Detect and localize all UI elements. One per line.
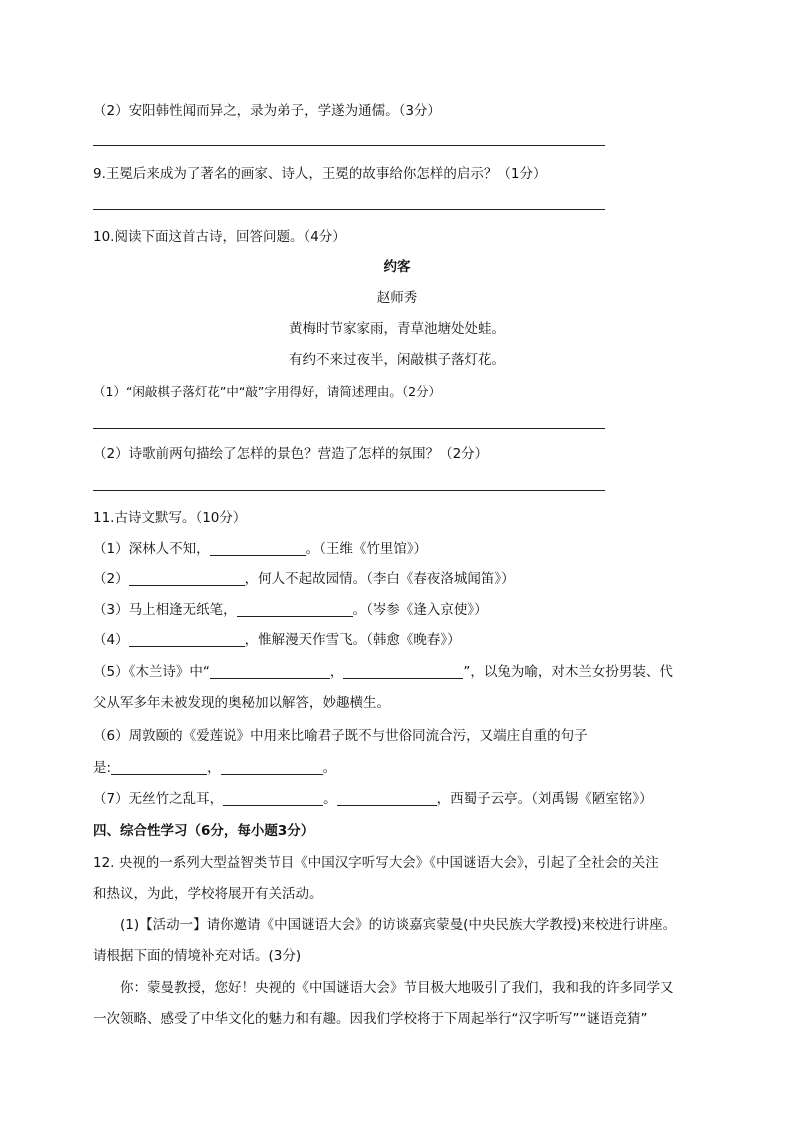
q11-5-suffix: ”，以兔为喻，对木兰女扮男装、代 [463,664,673,680]
q11-7-suffix: ，西蜀子云亭。（刘禹锡《陋室铭》） [436,791,653,807]
q11-6-comma: ， [207,760,221,776]
q11-7-mid: 。 [323,791,337,807]
q11-4-prefix: （4） [93,632,129,648]
fill-blank[interactable] [111,760,207,775]
q11-7-prefix: （7）无丝竹之乱耳， [93,791,224,807]
q11-2-prefix: （2） [93,571,129,587]
poem-line-1: 黄梅时节家家雨，青草池塘处处蛙。 [289,321,505,337]
q11-7-line [93,789,653,809]
fill-blank[interactable] [221,760,323,775]
fill-blank[interactable] [210,664,330,679]
q11-6-suffix: 。 [322,760,337,776]
fill-blank[interactable] [337,791,437,806]
fill-blank[interactable] [129,632,245,647]
q11-5-line-1 [93,662,673,682]
poem-author: 赵师秀 [376,290,418,306]
q11-5-comma: ， [329,664,344,680]
q12-1-line-2: 请根据下面的情境补充对话。(3分) [93,948,302,964]
q11-6-prefix: 是: [93,760,112,776]
answer-line[interactable] [93,209,605,210]
q12-line-1: 12. 央视的一系列大型益智类节目《中国汉字听写大会》《中国谜语大会》，引起了全社会的关注 [93,855,659,871]
q11-5-line-2: 父从军多年未被发现的奥秘加以解答，妙趣横生。 [93,695,390,711]
dialog-line-1: 你：蒙曼教授，您好！央视的《中国谜语大会》节目极大地吸引了我们，我和我的许多同学又 [120,980,674,996]
q11-2-line [93,569,515,589]
q10-2-text: （2）诗歌前两句描绘了怎样的景色？营造了怎样的氛围？（2分） [93,446,489,462]
dialog-line-2: 一次领略、感受了中华文化的魅力和有趣。因我们学校将于下周起举行“汉字听写”“谜语竞猜” [93,1011,648,1027]
answer-line[interactable] [93,490,605,491]
fill-blank[interactable] [237,602,353,617]
q12-line-2: 和热议，为此，学校将展开有关活动。 [93,886,323,902]
q9-text: 9.王冕后来成为了著名的画家、诗人，王冕的故事给你怎样的启示？（1分） [93,166,547,182]
q11-4-suffix: ，惟解漫天作雪飞。（韩愈《晚春》） [244,632,461,648]
q11-1-suffix: 。（王维《竹里馆》） [305,541,428,557]
fill-blank[interactable] [343,664,463,679]
q11-4-line [93,630,461,650]
answer-line[interactable] [93,145,605,146]
q11-2-suffix: ，何人不起故园情。（李白《春夜洛城闻笛》） [244,571,515,587]
q12-1-line-1: (1)【活动一】请你邀请《中国谜语大会》的访谈嘉宾蒙曼(中央民族大学教授)来校进行讲座。 [120,917,677,933]
q10-text: 10.阅读下面这首古诗，回答问题。（4分） [93,229,346,245]
q11-3-suffix: 。（岑参《逢入京使》） [352,602,488,618]
q11-1-line [93,539,427,559]
fill-blank[interactable] [129,571,245,586]
answer-line[interactable] [93,428,605,429]
q10-1-text: （1）“闲敲棋子落灯花”中“敲”字用得好，请简述理由。（2分） [93,384,442,399]
q11-3-prefix: （3）马上相逢无纸笔， [93,602,237,618]
q11-3-line [93,600,488,620]
fill-blank[interactable] [210,541,306,556]
fill-blank[interactable] [223,791,323,806]
q8-2-text: （2）安阳韩性闻而异之，录为弟子，学遂为通儒。（3分） [93,103,441,119]
section-heading: 四、综合性学习（6分，每小题3分） [93,823,315,839]
poem-title: 约客 [383,259,411,275]
q11-6-line-1: （6）周敦颐的《爱莲说》中用来比喻君子既不与世俗同流合污，又端庄自重的句子 [93,728,588,744]
q11-5-prefix: （5）《木兰诗》中“ [93,664,210,680]
q11-1-prefix: （1）深林人不知， [93,541,210,557]
q11-6-line-2 [93,758,336,778]
q11-text: 11.古诗文默写。（10分） [93,510,247,526]
poem-line-2: 有约不来过夜半，闲敲棋子落灯花。 [289,352,505,368]
